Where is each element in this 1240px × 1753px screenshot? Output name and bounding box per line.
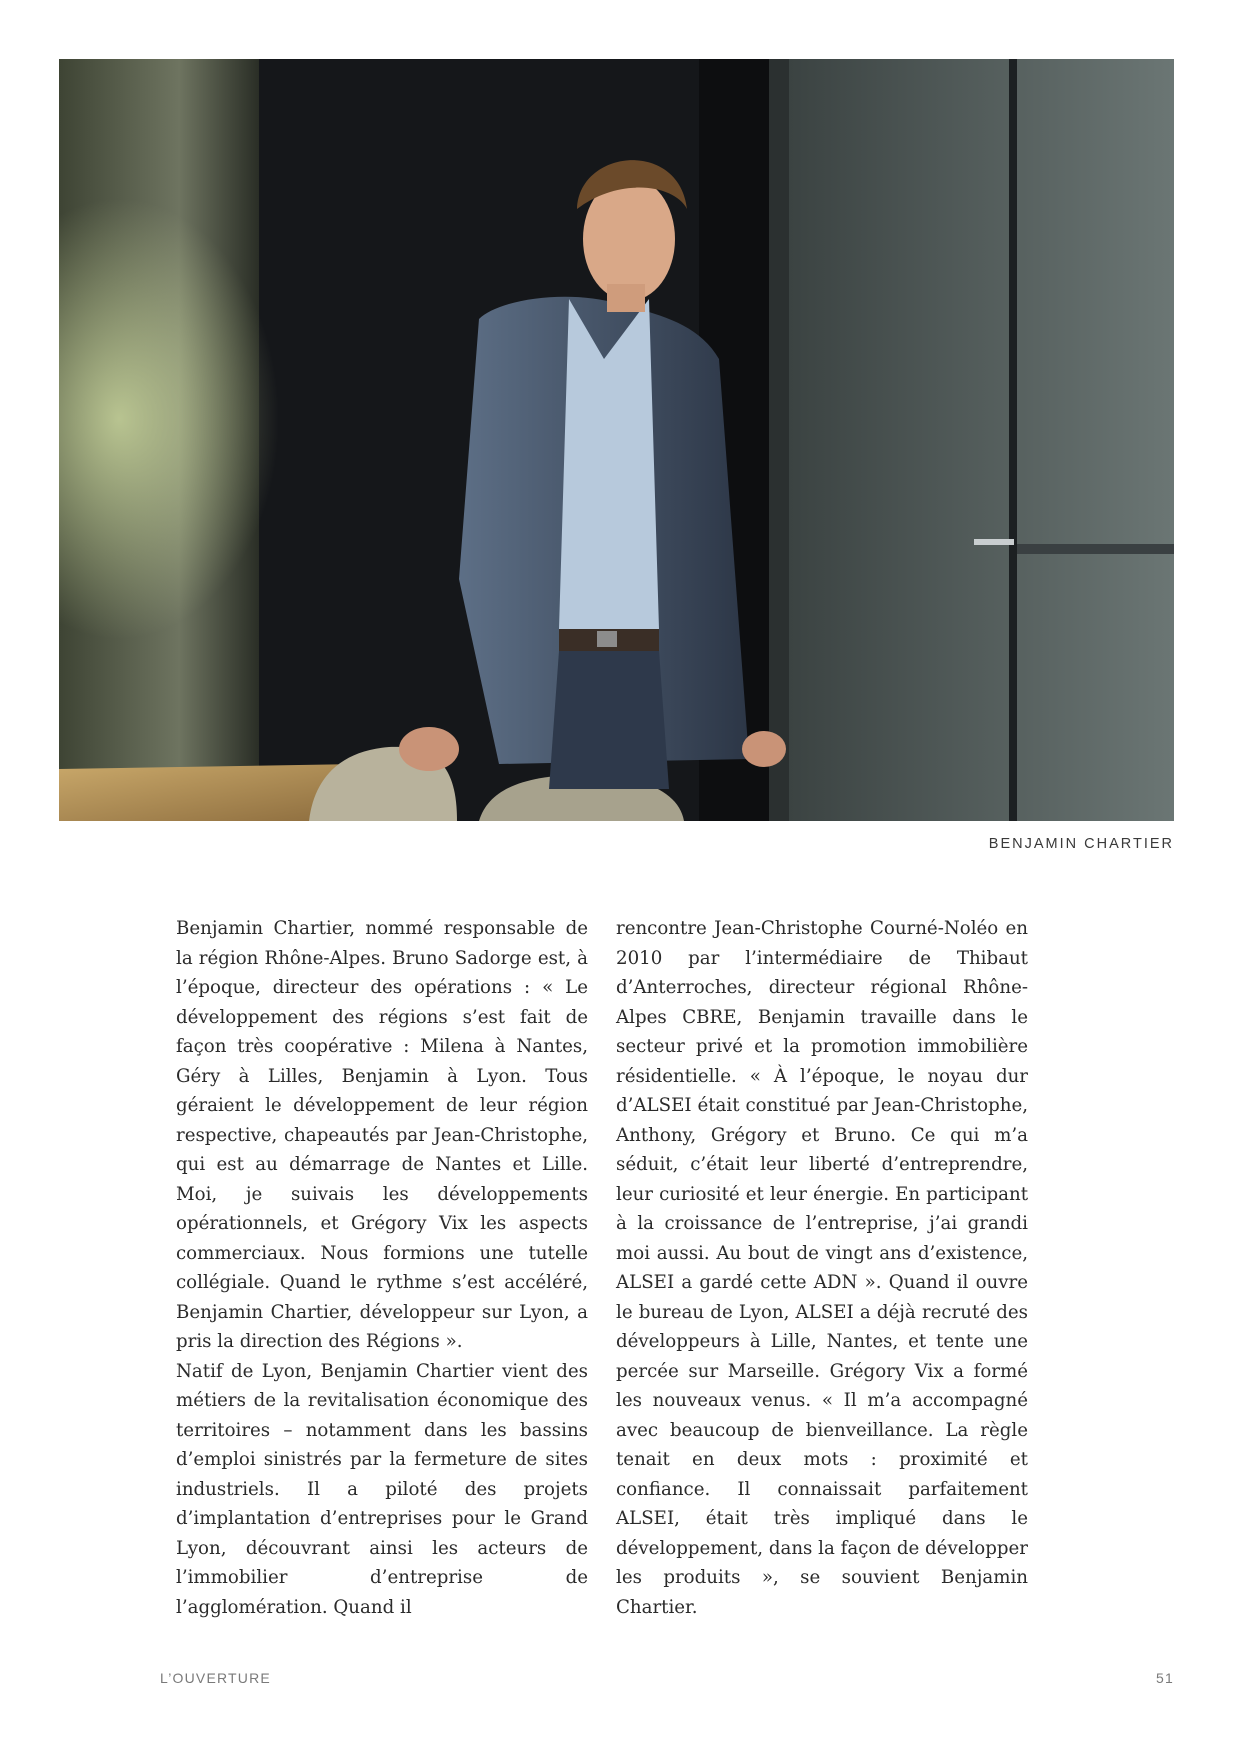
article-column-left: [176, 914, 588, 1622]
article-column-right: [616, 914, 1028, 1622]
article-paragraph: rencontre Jean-Christophe Courné-Noléo en 2010 par l’intermédiaire de Thibaut d’Anterroches, directeur régional Rhône-Alpes CBRE, Benjamin travaille dans le secteur privé et la promotion immobilière résidentielle. « À l’époque, le noyau dur d’ALSEI était constitué par Jean-Christophe, Anthony, Grégory et Bruno. Ce qui m’a séduit, c’était leur liberté d’entreprendre, leur curiosité et leur énergie. En participant à la croissance de l’entreprise, j’ai grandi moi aussi. Au bout de vingt ans d’existence, ALSEI a gardé cette ADN ». Quand il ouvre le bureau de Lyon, ALSEI a déjà recruté des développeurs à Lille, Nantes, et tente une percée sur Marseille. Grégory Vix a formé les nouveaux venus. « Il m’a accompagné avec beaucoup de bienveillance. La règle tenait en deux mots : proximité et confiance. Il connaissait parfaitement ALSEI, était très impliqué dans le développement, dans la façon de développer les produits », se souvient Benjamin Chartier.: [616, 918, 1028, 1618]
portrait-photo: [59, 59, 1174, 821]
article-paragraph: Benjamin Chartier, nommé responsable de la région Rhône-Alpes. Bruno Sadorge est, à l’époque, directeur des opérations : « Le développement des régions s’est fait de façon très coopérative : Milena à Nantes, Géry à Lilles, Benjamin à Lyon. Tous géraient le développement de leur région respective, chapeautés par Jean-Christophe, qui est au démarrage de Nantes et Lille. Moi, je suivais les développements opérationnels, et Grégory Vix les aspects commerciaux. Nous formions une tutelle collégiale. Quand le rythme s’est accéléré, Benjamin Chartier, développeur sur Lyon, a pris la direction des Régions ».: [176, 918, 588, 1352]
page-number: 51: [1156, 1670, 1174, 1686]
photo-caption: BENJAMIN CHARTIER: [988, 836, 1174, 852]
article-paragraph: Natif de Lyon, Benjamin Chartier vient des métiers de la revitalisation économique des territoires – notamment dans les bassins d’emploi sinistrés par la fermeture de sites industriels. Il a piloté des projets d’implantation d’entreprises pour le Grand Lyon, découvrant ainsi les acteurs de l’immobilier d’entreprise de l’agglomération. Quand il: [176, 1360, 588, 1618]
portrait-illustration: [59, 59, 1174, 821]
footer-section-title: L’OUVERTURE: [160, 1670, 271, 1686]
